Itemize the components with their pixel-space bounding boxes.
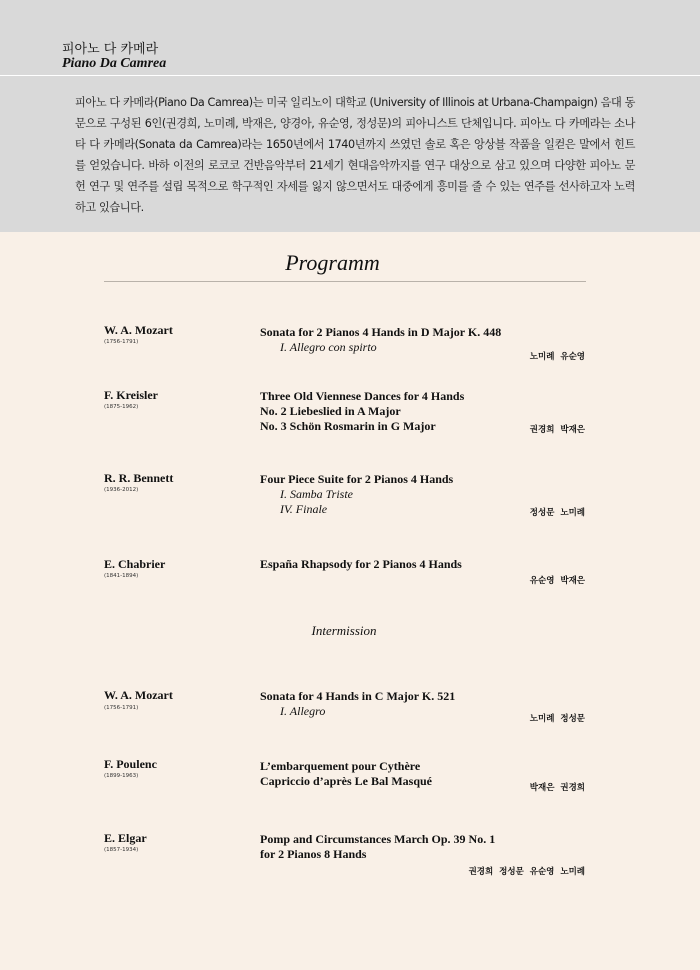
work-movement: IV. Finale <box>280 502 328 516</box>
work-title-line: No. 2 Liebeslied in A Major <box>260 404 401 418</box>
performers: 박재은 권경희 <box>529 783 585 793</box>
performers: 권경희 정성문 유순영 노미례 <box>468 867 585 877</box>
performers: 권경희 박재은 <box>529 425 585 435</box>
work-title <box>260 832 495 862</box>
work-title-line: Capriccio d’après Le Bal Masqué <box>260 774 432 788</box>
composer-years: (1875-1962) <box>104 404 139 410</box>
work-title <box>260 557 462 572</box>
performers: 노미례 정성문 <box>529 714 585 724</box>
program-title-rule <box>104 281 586 282</box>
composer-name: E. Elgar <box>104 831 147 845</box>
work-movement: I. Allegro con spirto <box>280 340 377 354</box>
composer-name: E. Chabrier <box>104 557 166 571</box>
program-title: Programm <box>285 250 380 275</box>
composer-name: W. A. Mozart <box>104 688 173 702</box>
work-title-line: for 2 Pianos 8 Hands <box>260 847 367 861</box>
composer-years: (1899-1963) <box>104 773 139 779</box>
composer-years: (1841-1894) <box>104 573 139 579</box>
composer-years: (1857-1934) <box>104 847 139 853</box>
work-title <box>260 389 464 434</box>
work-movement: I. Allegro <box>280 704 326 718</box>
composer-name: R. R. Bennett <box>104 471 174 485</box>
composer-years: (1756-1791) <box>104 339 139 345</box>
composer-name: W. A. Mozart <box>104 323 173 337</box>
work-title-line: Three Old Viennese Dances for 4 Hands <box>260 389 465 403</box>
header-divider <box>0 75 700 76</box>
work-title <box>260 325 501 355</box>
work-title-line: L’embarquement pour Cythère <box>260 759 421 773</box>
work-title <box>260 759 432 789</box>
work-title-line: Sonata for 4 Hands in C Major K. 521 <box>260 689 456 703</box>
ensemble-introduction: 피아노 다 카메라(Piano Da Camrea)는 미국 일리노이 대학교 (University of Illinois at Urbana-Champaign) 음대 동문으로 구성된 6인(권경희, 노미례, 박재은, 양경아, 유순영, 정성문)의 피아니스트 단체입니다. 피아노 다 카메라는 소나타 다 카메라(Sonata da Camrea)라는 1650년에서 1740년까지 쓰였던 솔로 혹은 앙상블 작품을 일컫은 말에서 힌트를 얻었습니다. 바하 이전의 로코코 건반음악부터 21세기 현대음악까지를 연구 대상으로 삼고 있으며 다양한 피아노 문헌 연구 및 연주를 설립 목적으로 학구적인 자세를 잃지 않으면서도 대중에게 흥미를 줄 수 있는 연주를 선사하고자 노력하고 있습니다. <box>75 96 635 214</box>
work-title <box>260 689 455 719</box>
intermission-label: Intermission <box>311 623 377 638</box>
work-title-line: No. 3 Schön Rosmarin in G Major <box>260 419 436 433</box>
performers: 노미례 유순영 <box>529 352 585 362</box>
composer-name: F. Poulenc <box>104 757 157 771</box>
work-title-line: España Rhapsody for 2 Pianos 4 Hands <box>260 557 462 571</box>
work-title-line: Pomp and Circumstances March Op. 39 No. 1 <box>260 832 496 846</box>
work-title-line: Sonata for 2 Pianos 4 Hands in D Major K. 448 <box>260 325 502 339</box>
ensemble-name-korean: 피아노 다 카메라 <box>62 42 159 57</box>
work-movement: I. Samba Triste <box>280 487 354 501</box>
composer-name: F. Kreisler <box>104 388 158 402</box>
ensemble-name-english: Piano Da Camrea <box>62 56 167 71</box>
composer-years: (1936-2012) <box>104 487 139 493</box>
work-title-line: Four Piece Suite for 2 Pianos 4 Hands <box>260 472 454 486</box>
performers: 정성문 노미례 <box>529 508 585 518</box>
performers: 유순영 박재은 <box>529 576 585 586</box>
ensemble-header <box>0 0 700 232</box>
composer-years: (1756-1791) <box>104 705 139 711</box>
work-title <box>260 472 453 517</box>
